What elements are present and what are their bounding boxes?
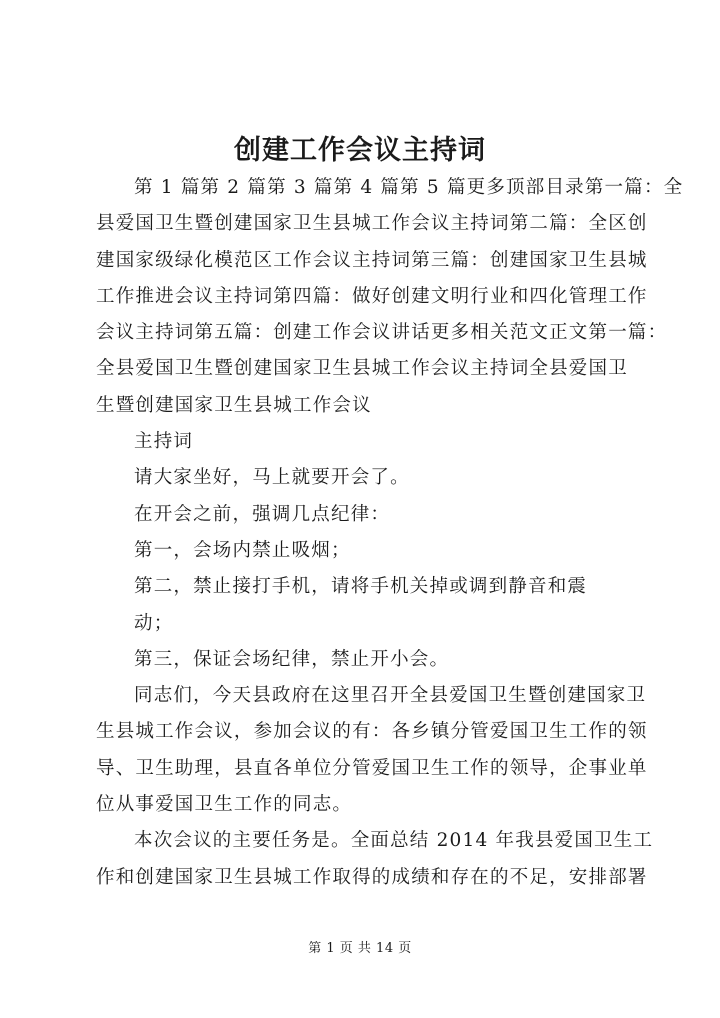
paragraph-line: 同志们，今天县政府在这里召开全县爱国卫生暨创建国家卫	[134, 685, 647, 707]
paragraph-line: 动；	[134, 612, 174, 634]
paragraph-line: 第一，会场内禁止吸烟；	[134, 539, 351, 561]
paragraph-line: 位从事爱国卫生工作的同志。	[96, 794, 353, 816]
paragraph-line: 作和创建国家卫生县城工作取得的成绩和存在的不足，安排部署	[96, 866, 648, 888]
paragraph-line: 第 1 篇第 2 篇第 3 篇第 4 篇第 5 篇更多顶部目录第一篇：全	[134, 177, 684, 198]
paragraph-line: 建国家级绿化模范区工作会议主持词第三篇：创建国家卫生县城	[96, 249, 648, 271]
paragraph-line: 全县爱国卫生暨创建国家卫生县城工作会议主持词全县爱国卫	[96, 358, 628, 380]
paragraph-line: 本次会议的主要任务是。全面总结 2014 年我县爱国卫生工	[134, 830, 654, 852]
paragraph-line: 请大家坐好，马上就要开会了。	[134, 467, 410, 489]
document-title: 创建工作会议主持词	[234, 135, 486, 166]
paragraph-line: 生暨创建国家卫生县城工作会议	[96, 394, 372, 416]
paragraph-line: 第二，禁止接打手机，请将手机关掉或调到静音和震	[134, 576, 588, 598]
paragraph-line: 导、卫生助理，县直各单位分管爱国卫生工作的领导，企事业单	[96, 757, 648, 779]
page-footer: 第 1 页 共 14 页	[308, 941, 412, 956]
document-body	[96, 170, 684, 896]
paragraph-line: 在开会之前，强调几点纪律：	[134, 503, 391, 525]
paragraph-line: 县爱国卫生暨创建国家卫生县城工作会议主持词第二篇：全区创	[96, 213, 648, 235]
paragraph-line: 第三，保证会场纪律，禁止开小会。	[134, 648, 450, 670]
paragraph-line: 生县城工作会议，参加会议的有：各乡镇分管爱国卫生工作的领	[96, 721, 648, 743]
paragraph-line: 会议主持词第五篇：创建工作会议讲话更多相关范文正文第一篇：	[96, 322, 668, 344]
paragraph-line: 主持词	[134, 431, 194, 453]
paragraph-line: 工作推进会议主持词第四篇：做好创建文明行业和四化管理工作	[96, 285, 648, 307]
